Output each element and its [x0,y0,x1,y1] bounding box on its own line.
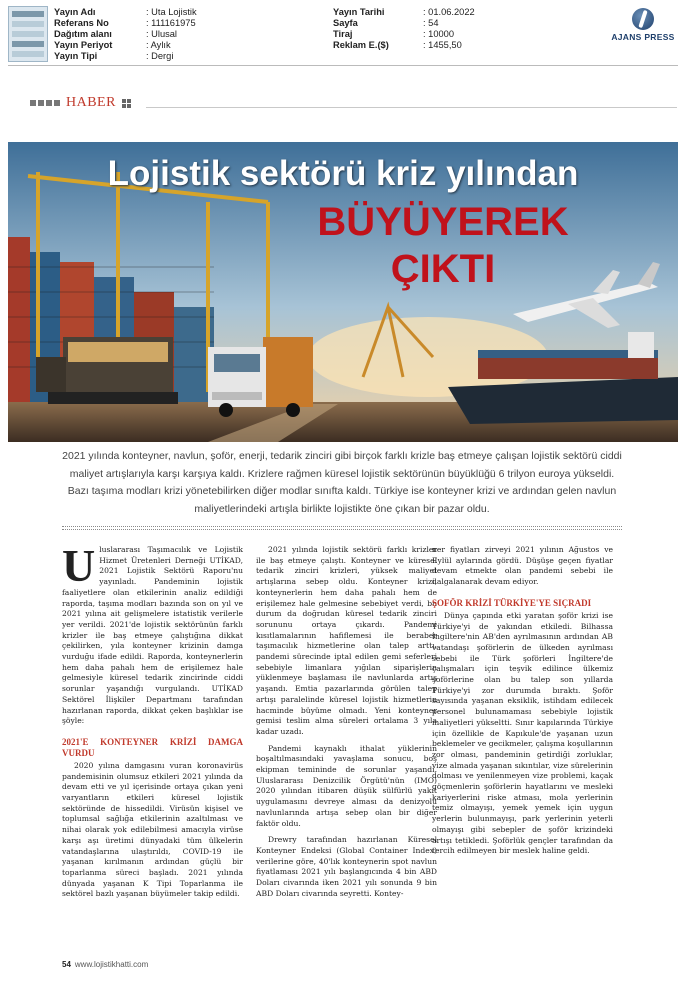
info-key: Yayın Tipi [54,51,98,61]
page-footer [62,960,148,969]
info-column-right [333,7,475,51]
info-key: Yayın Adı [54,7,96,17]
decor-square-icon [46,100,52,106]
info-key: Referans No [54,18,109,28]
info-value: : 54 [423,18,439,28]
headline-line-3: ÇIKTI [390,247,496,291]
headline-line-1: Lojistik sektörü kriz yılından [107,154,579,193]
paragraph: Drewry tarafından hazırlanan Küresel Konteyner Endeksi (Global Container Index) verilerine göre, 40'lık konteynerin spot navlun fiyatlaması 2021 yılı başlangıcında 4 bin ABD Doları civarında iken 2021 yılı sonunda 9 bin ABD Doları civarında seyretti. Kontey- [256,835,437,898]
drop-cap: U [62,540,96,591]
page-number: 54 [62,960,71,969]
subheading: ŞOFÖR KRİZİ TÜRKİYE'YE SIÇRADI [432,597,592,608]
info-value: : Dergi [146,51,174,61]
lead-divider [62,526,622,530]
article-column-3 [432,545,613,857]
truck [208,337,313,417]
paragraph: 2021 yılında lojistik sektörü farklı krizler ile baş etmeye çalıştı. Konteyner ve küresel tedarik zinciri krizleri, yüksek maliyet artışlarına sebep oldu. Konteyner krizi, konteynerlerin hem daha pahalı hem de erişilemez hale gelmesine sebebiyet verdi, bu durum da doğrudan küresel tedarik zinciri sorununu ortaya çıkardı. Pandemi kısıtlamalarının hafiflemesi ile beraber taşımacılık hizmetlerine olan talep arttı, pandemi sürecinde iptal edilen gemi seferleri sebebiyle limanlara yığılan siparişlerin yüklenmeye başlaması ile navlunlarda artış yaşandı. Emtia pazarlarında görülen talep artışı paralelinde küresel lojistik hizmetlerin hacminde büyüme olmadı. Yeni konteyner gemisi teslim alma süreleri ortalama 3 yıla kadar uzadı. [256,545,437,736]
info-value: : 10000 [423,29,455,39]
hero-image [8,142,678,442]
clipping-info-bar [8,4,678,66]
decor-square-icon [54,100,60,106]
section-title: HABER [66,95,116,110]
article-column-2 [256,545,437,900]
subheading: 2021'E KONTEYNER KRİZİ DAMGA VURDU [62,736,243,758]
paragraph: ner fiyatları zirveyi 2021 yılının Ağustos ve Eylül aylarında gördü. Düşüşe geçen fiyatlar devam etmekte olan pandemi sebebi ile dalgalanarak devam ediyor. [432,545,613,587]
info-key: Yayın Tarihi [333,7,385,17]
paragraph: Pandemi kaynaklı ithalat yüklerinin boşaltılmasındaki yavaşlama sonucu, boş ekipman temininde de sorunlar yaşandı. Uluslararası Denizcilik Örgütü'nün (IMO) 2020 yılından itibaren düşük sülfürlü yakıt uygulamasını devreye alması da denizyolu navlunlarında artışa sebep olan bir diğer faktör oldu. [256,743,437,828]
ajans-press-logo [610,8,676,42]
article-lead: 2021 yılında konteyner, navlun, şoför, enerji, tedarik zinciri gibi birçok farklı krizle baş etmeye çalışan lojistik sektörü ciddi maliyet artışlarıyla karşı karşıya kaldı. Krizlere rağmen küresel lojistik sektörünün büyüklüğü 6 trilyon euroya yükseldi. Bazı taşıma modları krizi yönetebilirken diğer modlar sınıfta kaldı. Türkiye ise konteyner krizi ve ardından gelen navlun maliyetlerindeki artışla birlikte lojistikte öne çıkan bir pazar oldu. [62,450,622,515]
page-thumbnail [8,6,48,62]
paragraph: luslararası Taşımacılık ve Lojistik Hizmet Üretenleri Derneği UTİKAD, 2021 Lojistik Sektörü Raporu'nu yayınladı. Pandeminin lojistik faaliyetlere olan etkilerinin analiz edildiği raporda, taşıma modları bazında son on yıl ve 2021 yılına ait gelişmelere istatistik verilerle yer verildi. 2021'de lojistik sektörünün farklı krizler ile baş etmeye çalıştığına dikkat çekilirken, yıla konteyner krizinin damga vurduğu ifade edildi. Raporda, konteynerlerin hem daha pahalı hem de erişilemez hale gelmesiyle küresel tedarik zincirinde ciddi sorunlar yaşandığı vurgulandı. UTİKAD Sektörel İlişkiler Departmanı tarafından hazırlanan raporda, dikkat çeken başlıklar ise şöyle: [62,545,243,726]
section-label [30,95,131,111]
info-value: : 1455,50 [423,40,462,50]
decor-square-icon [30,100,36,106]
paragraph: 2020 yılına damgasını vuran koronavirüs pandemisinin olumsuz etkileri 2021 yılında da devam etti ve yıl içerisinde ortaya çıkan yeni varyantların etkileri küresel lojistik sektöründe de hissedildi. Virüsün kişisel ve toplumsal sağlığa etkilerinin azaltılması ve nihai olarak yok edilebilmesi amacıyla virüse karşı aşı üretimi dünyadaki tüm ülkelerin vatandaşlarına ulaştırıldı, COVID-19 ile yaşanan kırılmanın ardından güçlü bir toparlanma süreci başladı. 2021 yılında dünyada yaşanan K Tipi Toparlanma ile sektörel bazlı yaşanan büyümeler takip edildi. [62,760,243,899]
info-value: : Aylık [146,40,171,50]
article-column-1 [62,540,243,900]
section-divider [146,107,677,108]
info-value: : Ulusal [146,29,178,39]
website-link: www.lojistikhatti.com [74,960,149,969]
globe-icon [632,8,654,30]
info-value: : Uta Lojistik [146,7,197,17]
info-value: : 111161975 [146,18,196,28]
paragraph: Dünya çapında etki yaratan şoför krizi ise Türkiye'yi de yakından etkiledi. Bilhassa İngiltere'nin AB'den ayrılmasının ardından AB vatandaşı şoförlerin de ülkeden ayrılması sebebi ile Türk şoförleri İngiltere'de çalışmaları için teşvik edilince ülkemiz şoförlerine olan bu talep son yıllarda Türkiye'yi zor durumda bıraktı. Şoför sayısında yaşanan eksiklik, istihdam edilecek personel bulunamaması sebebiyle lojistik maliyetleri yükseltti. Sınır kapılarında Türkiye için özellikle de Kapıkule'de yaşanan uzun beklemeler ve gecikmeler, çalışma koşullarının zor olması, pandeminin getirdiği zorluklar, vize almada yaşanan sıkıntılar, vize sürelerinin dolması ve yenilenmeyen vize problemi, kaçak göçmenlerin şoförlerin hayatlarını ve mesleki kariyerlerini riske atması, mola yerlerinin temiz olmayışı, yemek yemek için uygun yerlerin bulunmayışı, park yerlerinin yeterli olmayışı gibi sebepler de şoför krizindeki artışı tetikledi. Şoförlük gençler tarafından da tercih edilmeyen bir meslek haline geldi. [432,610,613,856]
logo-text: AJANS PRESS [611,32,675,42]
info-key: Reklam E.($) [333,40,389,50]
headline-line-2: BÜYÜYEREK [317,200,569,244]
info-key: Sayfa [333,18,358,28]
info-value: : 01.06.2022 [423,7,475,17]
decor-square-icon [38,100,44,106]
info-key: Tiraj [333,29,353,39]
info-key: Dağıtım alanı [54,29,112,39]
info-key: Yayın Periyot [54,40,113,50]
info-column-left [54,7,197,62]
grid-icon [122,99,131,108]
